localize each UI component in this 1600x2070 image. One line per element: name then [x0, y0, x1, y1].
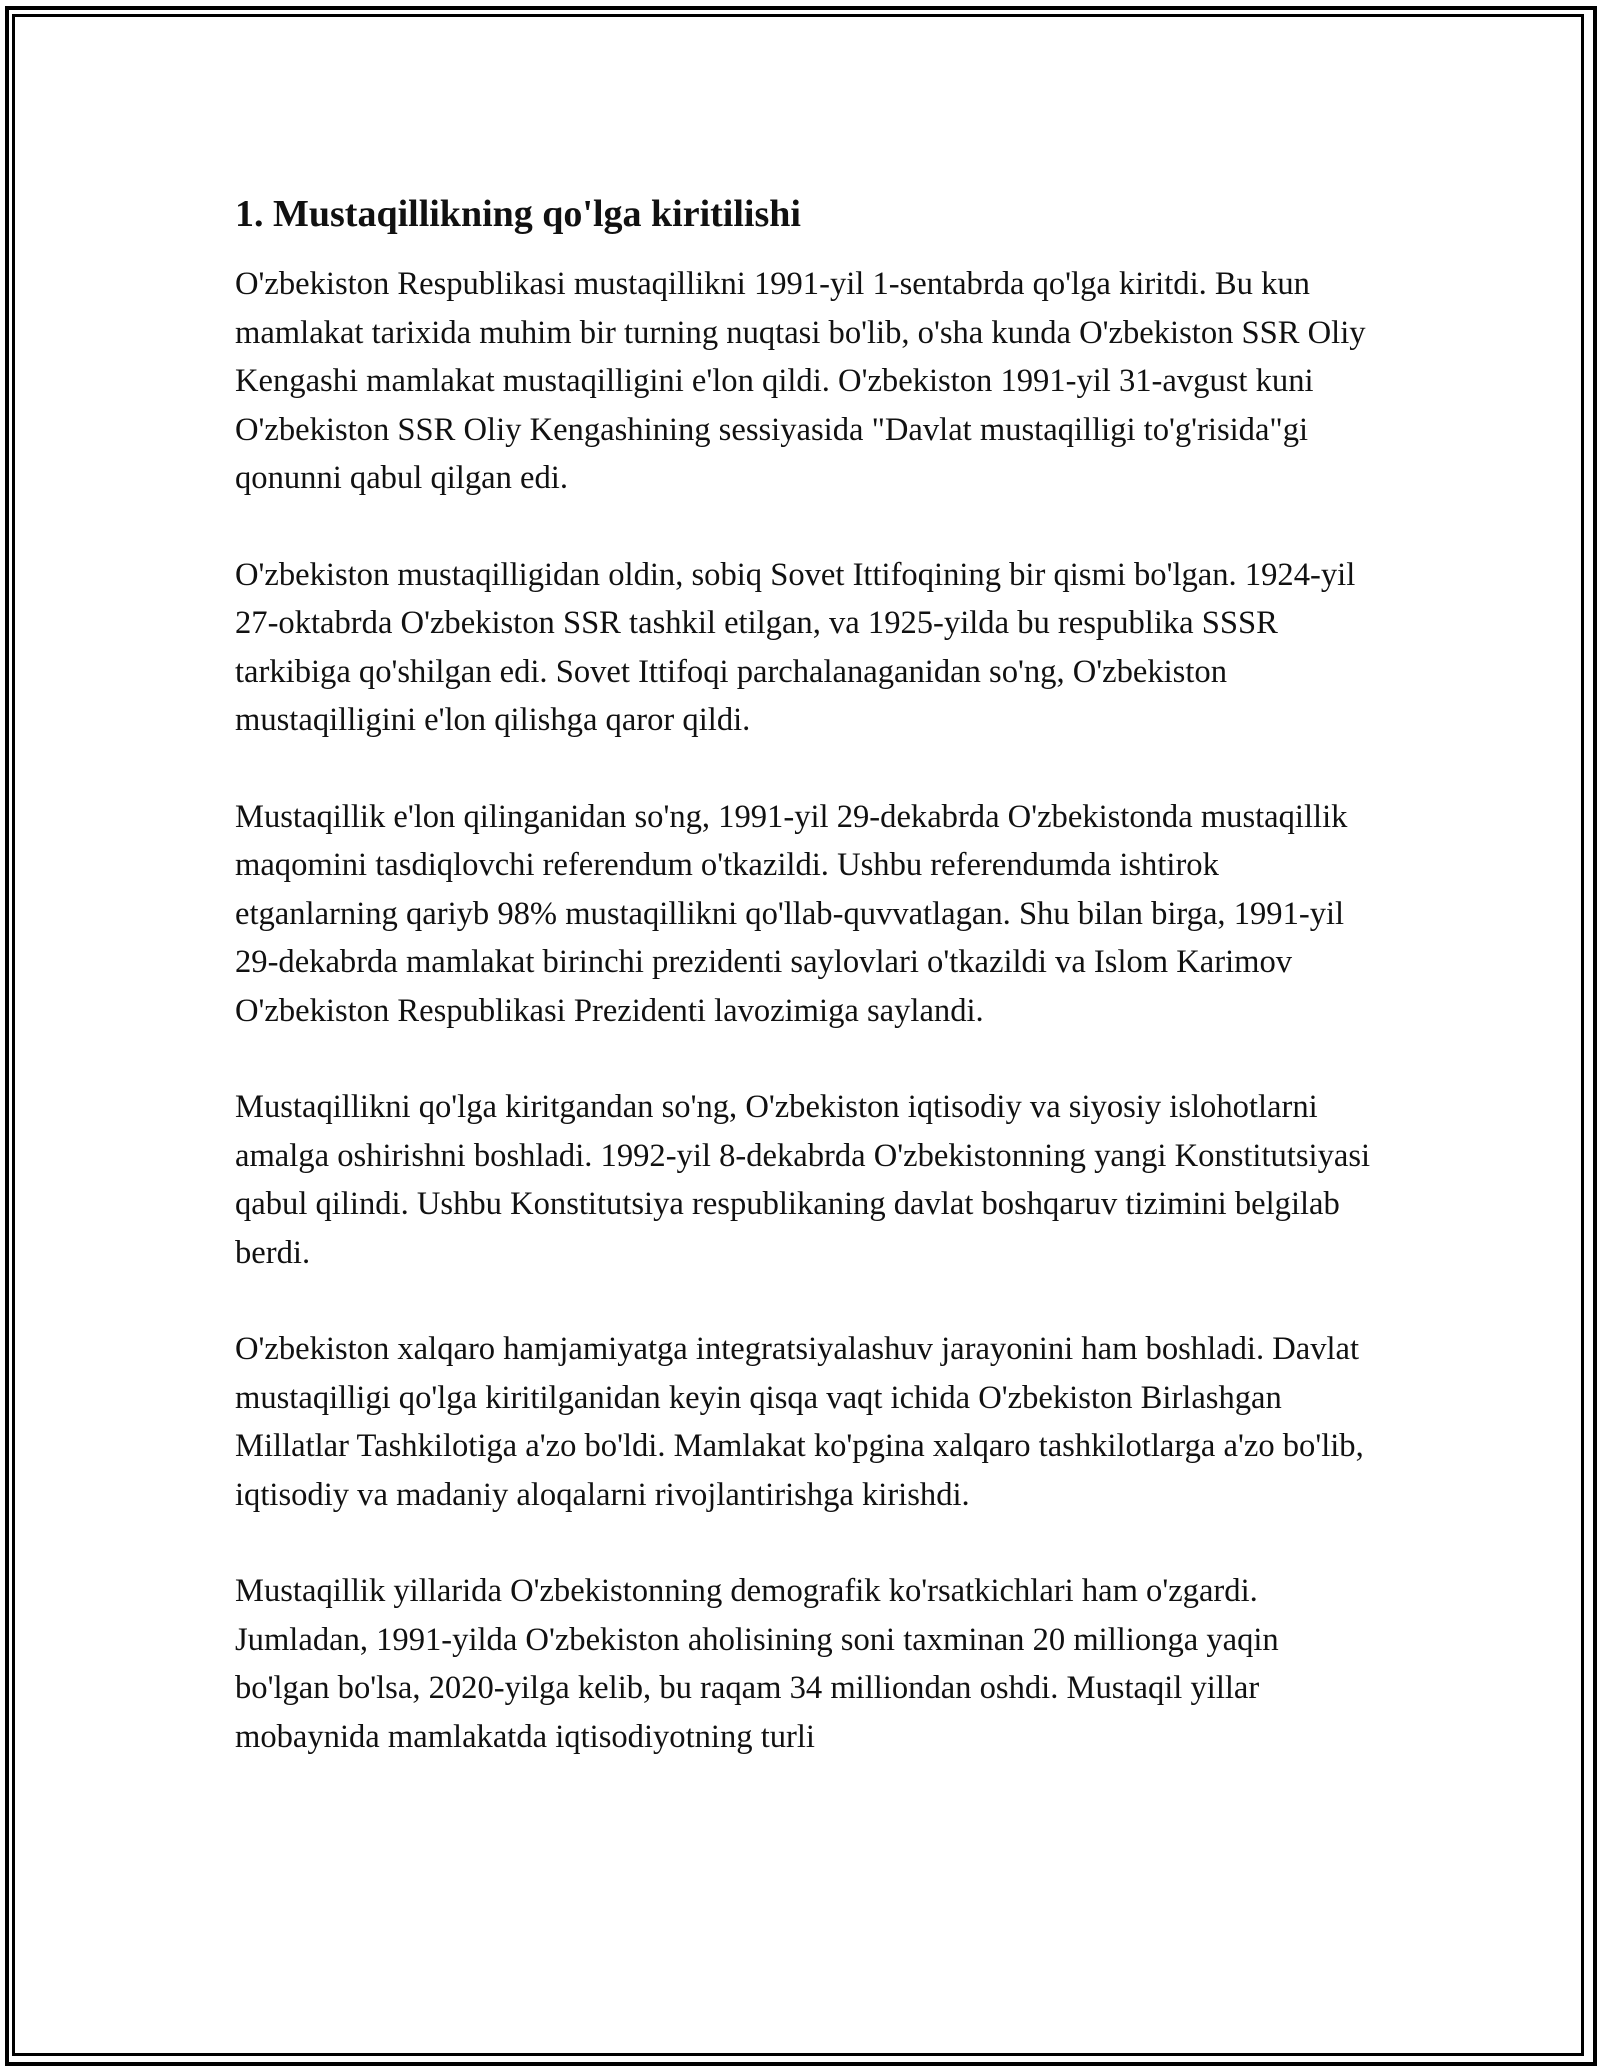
paragraph-reforms: Mustaqillikni qo'lga kiritgandan so'ng, O'zbekiston iqtisodiy va siyosiy islohotlarni amalga oshirishni boshladi. 1992-yil 8-dekabrda O'zbekistonning yangi Konstitutsiyasi qabul qilindi. Ushbu Konstitutsiya respublikaning davlat boshqaruv tizimini belgilab berdi.	[235, 1089, 1371, 1271]
paragraph-demographics: Mustaqillik yillarida O'zbekistonning demografik ko'rsatkichlari ham o'zgardi. Jumladan, 1991-yilda O'zbekiston aholisining soni taxminan 20 millionga yaqin bo'lgan bo'lsa, 2020-yilga kelib, bu raqam 34 milliondan oshdi. Mustaqil yillar mobaynida mamlakatda iqtisodiyotning turli	[235, 1573, 1279, 1755]
paragraph-soviet-background: O'zbekiston mustaqilligidan oldin, sobiq Sovet Ittifoqining bir qismi bo'lgan. 1924-yil 27-oktabrda O'zbekiston SSR tashkil etilgan, va 1925-yilda bu respublika SSSR tarkibiga qo'shilgan edi. Sovet Ittifoqi parchalanaganidan so'ng, O'zbekiston mustaqilligini e'lon qilishga qaror qildi.	[235, 556, 1356, 738]
section-heading: 1. Mustaqillikning qo'lga kiritilishi	[235, 193, 801, 235]
paragraph-referendum: Mustaqillik e'lon qilinganidan so'ng, 1991-yil 29-dekabrda O'zbekistonda mustaqillik maqomini tasdiqlovchi referendum o'tkazildi. Ushbu referendumda ishtirok etganlarning qariyb 98% mustaqillikni qo'llab-quvvatlagan. Shu bilan birga, 1991-yil 29-dekabrda mamlakat birinchi prezidenti saylovlari o'tkazildi va Islom Karimov O'zbekiston Respublikasi Prezidenti lavozimiga saylandi.	[235, 798, 1348, 1029]
paragraph-international-integration: O'zbekiston xalqaro hamjamiyatga integratsiyalashuv jarayonini ham boshladi. Davlat mustaqilligi qo'lga kiritilganidan keyin qisqa vaqt ichida O'zbekiston Birlashgan Millatlar Tashkilotiga a'zo bo'ldi. Mamlakat ko'pgina xalqaro tashkilotlarga a'zo bo'lib, iqtisodiy va madaniy aloqalarni rivojlantirishga kirishdi.	[235, 1331, 1364, 1513]
paragraph-independence-date: O'zbekiston Respublikasi mustaqillikni 1991-yil 1-sentabrda qo'lga kiritdi. Bu kun mamlakat tarixida muhim bir turning nuqtasi bo'lib, o'sha kunda O'zbekiston SSR Oliy Kengashi mamlakat mustaqilligini e'lon qildi. O'zbekiston 1991-yil 31-avgust kuni O'zbekiston SSR Oliy Kengashining sessiyasida "Davlat mustaqilligi to'g'risida"gi qonunni qabul qilgan edi.	[235, 266, 1366, 496]
document-body	[235, 188, 1375, 1809]
